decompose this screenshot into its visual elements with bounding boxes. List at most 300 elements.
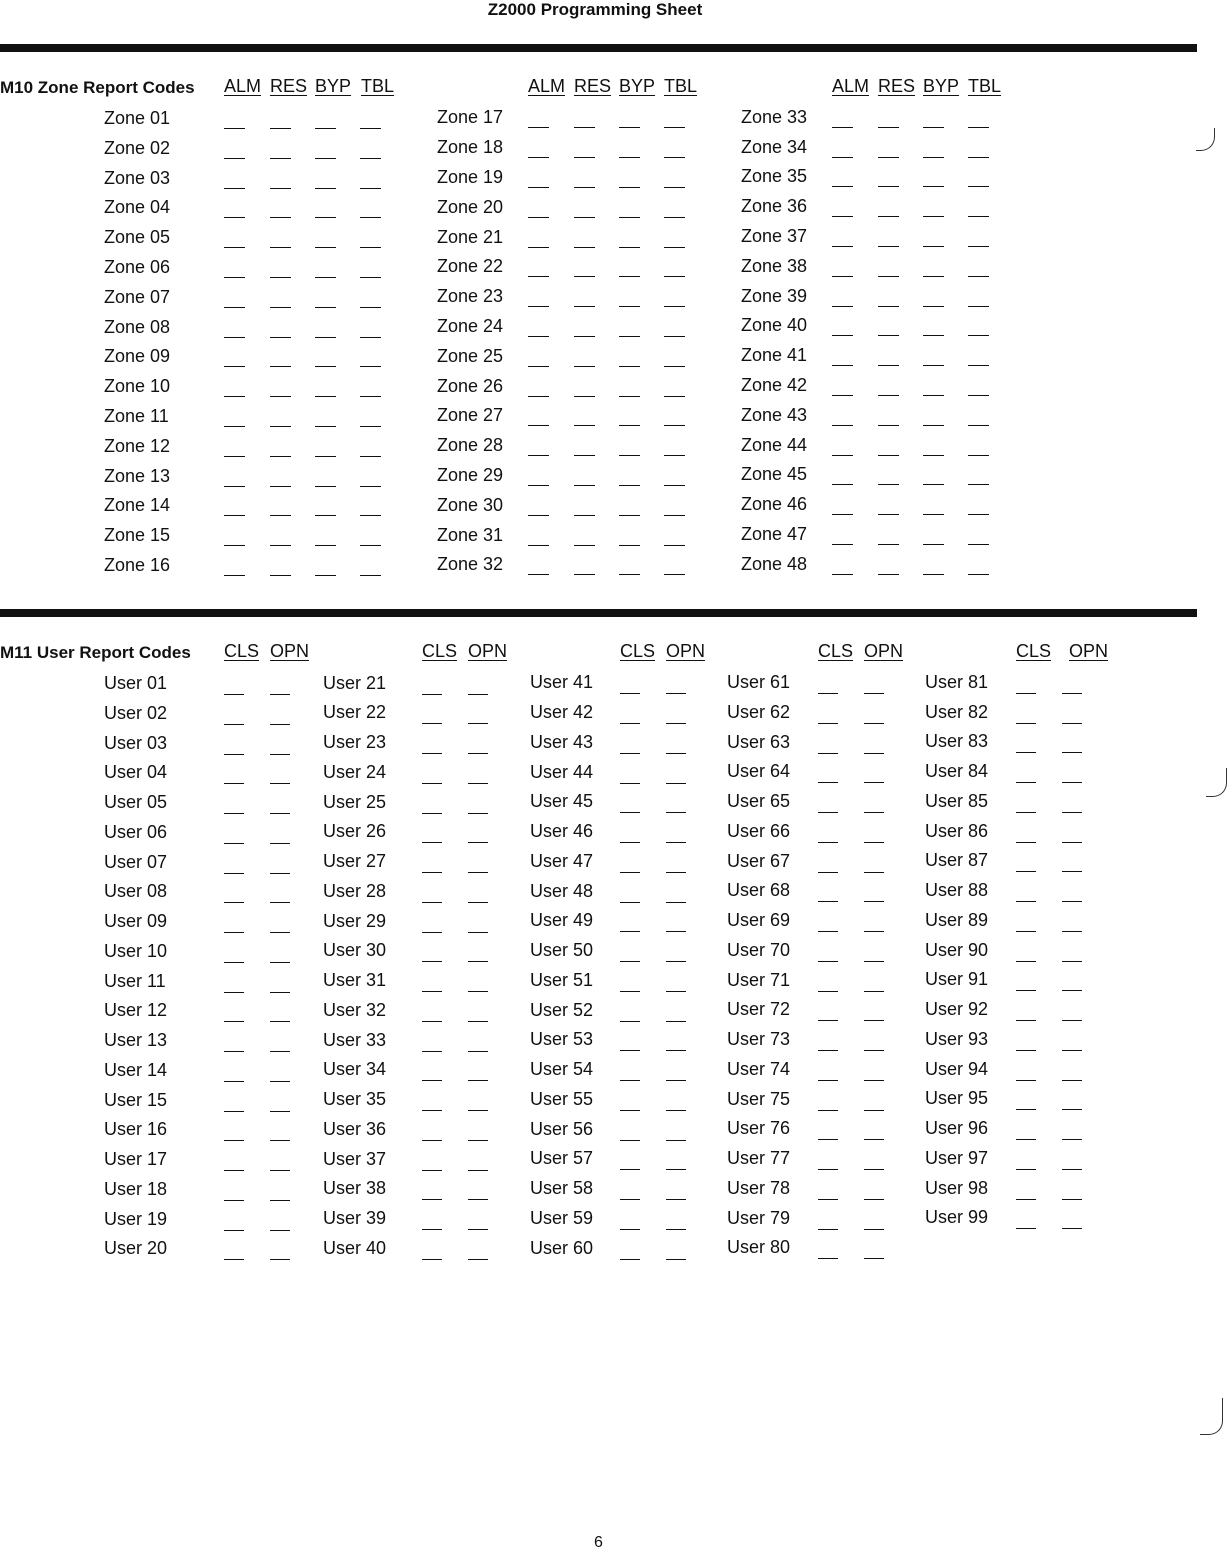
user-code-blank-opn[interactable] bbox=[666, 961, 686, 962]
zone-code-blank-res[interactable] bbox=[878, 574, 899, 575]
zone-code-blank-tbl[interactable] bbox=[360, 277, 381, 278]
user-code-blank-opn[interactable] bbox=[864, 1199, 884, 1200]
zone-code-blank-byp[interactable] bbox=[315, 307, 336, 308]
zone-code-blank-alm[interactable] bbox=[832, 127, 853, 128]
user-code-blank-opn[interactable] bbox=[864, 931, 884, 932]
user-code-blank-opn[interactable] bbox=[468, 813, 488, 814]
user-code-blank-opn[interactable] bbox=[666, 842, 686, 843]
user-code-blank-cls[interactable] bbox=[1016, 1169, 1036, 1170]
zone-code-blank-res[interactable] bbox=[270, 515, 291, 516]
user-code-blank-cls[interactable] bbox=[422, 1110, 442, 1111]
user-code-blank-opn[interactable] bbox=[468, 1110, 488, 1111]
zone-code-blank-tbl[interactable] bbox=[968, 276, 989, 277]
user-code-blank-cls[interactable] bbox=[1016, 1199, 1036, 1200]
zone-code-blank-res[interactable] bbox=[574, 306, 595, 307]
user-code-blank-cls[interactable] bbox=[224, 783, 244, 784]
zone-code-blank-byp[interactable] bbox=[923, 186, 944, 187]
zone-code-blank-res[interactable] bbox=[574, 574, 595, 575]
zone-code-blank-byp[interactable] bbox=[619, 336, 640, 337]
user-code-blank-opn[interactable] bbox=[666, 1229, 686, 1230]
user-code-blank-cls[interactable] bbox=[818, 931, 838, 932]
zone-code-blank-byp[interactable] bbox=[315, 277, 336, 278]
zone-code-blank-alm[interactable] bbox=[528, 366, 549, 367]
user-code-blank-opn[interactable] bbox=[270, 724, 290, 725]
zone-code-blank-tbl[interactable] bbox=[664, 515, 685, 516]
user-code-blank-opn[interactable] bbox=[1062, 1080, 1082, 1081]
zone-code-blank-byp[interactable] bbox=[619, 545, 640, 546]
zone-code-blank-tbl[interactable] bbox=[360, 307, 381, 308]
user-code-blank-cls[interactable] bbox=[818, 872, 838, 873]
user-code-blank-opn[interactable] bbox=[666, 872, 686, 873]
zone-code-blank-byp[interactable] bbox=[923, 335, 944, 336]
user-code-blank-opn[interactable] bbox=[666, 693, 686, 694]
zone-code-blank-tbl[interactable] bbox=[968, 574, 989, 575]
zone-code-blank-res[interactable] bbox=[878, 157, 899, 158]
zone-code-blank-tbl[interactable] bbox=[968, 514, 989, 515]
zone-code-blank-tbl[interactable] bbox=[360, 188, 381, 189]
user-code-blank-opn[interactable] bbox=[468, 1229, 488, 1230]
zone-code-blank-res[interactable] bbox=[574, 247, 595, 248]
user-code-blank-opn[interactable] bbox=[864, 1139, 884, 1140]
zone-code-blank-byp[interactable] bbox=[923, 455, 944, 456]
zone-code-blank-tbl[interactable] bbox=[360, 337, 381, 338]
user-code-blank-opn[interactable] bbox=[1062, 931, 1082, 932]
zone-code-blank-tbl[interactable] bbox=[664, 485, 685, 486]
zone-code-blank-alm[interactable] bbox=[528, 485, 549, 486]
user-code-blank-cls[interactable] bbox=[224, 843, 244, 844]
user-code-blank-cls[interactable] bbox=[818, 991, 838, 992]
zone-code-blank-res[interactable] bbox=[270, 396, 291, 397]
user-code-blank-cls[interactable] bbox=[422, 1259, 442, 1260]
user-code-blank-opn[interactable] bbox=[270, 1200, 290, 1201]
user-code-blank-opn[interactable] bbox=[1062, 1109, 1082, 1110]
user-code-blank-opn[interactable] bbox=[864, 1229, 884, 1230]
user-code-blank-cls[interactable] bbox=[818, 753, 838, 754]
zone-code-blank-byp[interactable] bbox=[619, 157, 640, 158]
zone-code-blank-tbl[interactable] bbox=[664, 455, 685, 456]
zone-code-blank-res[interactable] bbox=[270, 456, 291, 457]
user-code-blank-opn[interactable] bbox=[468, 1259, 488, 1260]
zone-code-blank-alm[interactable] bbox=[832, 574, 853, 575]
user-code-blank-opn[interactable] bbox=[666, 1050, 686, 1051]
user-code-blank-cls[interactable] bbox=[422, 813, 442, 814]
user-code-blank-cls[interactable] bbox=[1016, 961, 1036, 962]
zone-code-blank-res[interactable] bbox=[270, 366, 291, 367]
user-code-blank-cls[interactable] bbox=[422, 753, 442, 754]
zone-code-blank-byp[interactable] bbox=[315, 366, 336, 367]
zone-code-blank-byp[interactable] bbox=[619, 217, 640, 218]
zone-code-blank-res[interactable] bbox=[270, 128, 291, 129]
user-code-blank-opn[interactable] bbox=[270, 932, 290, 933]
zone-code-blank-tbl[interactable] bbox=[360, 247, 381, 248]
user-code-blank-cls[interactable] bbox=[620, 753, 640, 754]
user-code-blank-cls[interactable] bbox=[224, 1021, 244, 1022]
user-code-blank-opn[interactable] bbox=[864, 901, 884, 902]
user-code-blank-cls[interactable] bbox=[620, 1050, 640, 1051]
zone-code-blank-tbl[interactable] bbox=[968, 127, 989, 128]
user-code-blank-cls[interactable] bbox=[224, 1051, 244, 1052]
zone-code-blank-byp[interactable] bbox=[619, 515, 640, 516]
user-code-blank-cls[interactable] bbox=[224, 992, 244, 993]
zone-code-blank-res[interactable] bbox=[878, 544, 899, 545]
zone-code-blank-alm[interactable] bbox=[832, 514, 853, 515]
user-code-blank-opn[interactable] bbox=[1062, 693, 1082, 694]
zone-code-blank-alm[interactable] bbox=[528, 157, 549, 158]
user-code-blank-opn[interactable] bbox=[864, 812, 884, 813]
user-code-blank-cls[interactable] bbox=[1016, 1050, 1036, 1051]
user-code-blank-cls[interactable] bbox=[620, 1110, 640, 1111]
user-code-blank-opn[interactable] bbox=[468, 1021, 488, 1022]
zone-code-blank-res[interactable] bbox=[878, 306, 899, 307]
zone-code-blank-alm[interactable] bbox=[528, 574, 549, 575]
user-code-blank-cls[interactable] bbox=[818, 1258, 838, 1259]
zone-code-blank-byp[interactable] bbox=[923, 544, 944, 545]
zone-code-blank-alm[interactable] bbox=[832, 335, 853, 336]
zone-code-blank-tbl[interactable] bbox=[968, 157, 989, 158]
zone-code-blank-res[interactable] bbox=[878, 455, 899, 456]
zone-code-blank-alm[interactable] bbox=[528, 396, 549, 397]
user-code-blank-opn[interactable] bbox=[1062, 1199, 1082, 1200]
user-code-blank-cls[interactable] bbox=[422, 932, 442, 933]
zone-code-blank-alm[interactable] bbox=[528, 545, 549, 546]
user-code-blank-cls[interactable] bbox=[620, 812, 640, 813]
user-code-blank-cls[interactable] bbox=[620, 1229, 640, 1230]
user-code-blank-cls[interactable] bbox=[620, 1169, 640, 1170]
zone-code-blank-alm[interactable] bbox=[832, 276, 853, 277]
user-code-blank-cls[interactable] bbox=[224, 1200, 244, 1201]
zone-code-blank-byp[interactable] bbox=[923, 216, 944, 217]
user-code-blank-cls[interactable] bbox=[818, 1080, 838, 1081]
user-code-blank-cls[interactable] bbox=[620, 1199, 640, 1200]
user-code-blank-cls[interactable] bbox=[224, 962, 244, 963]
user-code-blank-cls[interactable] bbox=[818, 961, 838, 962]
zone-code-blank-res[interactable] bbox=[574, 217, 595, 218]
user-code-blank-opn[interactable] bbox=[270, 754, 290, 755]
user-code-blank-cls[interactable] bbox=[422, 783, 442, 784]
zone-code-blank-res[interactable] bbox=[878, 216, 899, 217]
zone-code-blank-byp[interactable] bbox=[315, 337, 336, 338]
zone-code-blank-alm[interactable] bbox=[528, 276, 549, 277]
zone-code-blank-tbl[interactable] bbox=[968, 484, 989, 485]
zone-code-blank-tbl[interactable] bbox=[968, 544, 989, 545]
zone-code-blank-alm[interactable] bbox=[832, 395, 853, 396]
user-code-blank-cls[interactable] bbox=[1016, 1139, 1036, 1140]
zone-code-blank-alm[interactable] bbox=[224, 366, 245, 367]
user-code-blank-opn[interactable] bbox=[270, 992, 290, 993]
zone-code-blank-tbl[interactable] bbox=[968, 365, 989, 366]
zone-code-blank-byp[interactable] bbox=[923, 395, 944, 396]
zone-code-blank-res[interactable] bbox=[574, 485, 595, 486]
zone-code-blank-res[interactable] bbox=[574, 425, 595, 426]
user-code-blank-opn[interactable] bbox=[1062, 1139, 1082, 1140]
zone-code-blank-byp[interactable] bbox=[315, 217, 336, 218]
zone-code-blank-tbl[interactable] bbox=[664, 306, 685, 307]
zone-code-blank-byp[interactable] bbox=[619, 247, 640, 248]
zone-code-blank-tbl[interactable] bbox=[360, 128, 381, 129]
user-code-blank-opn[interactable] bbox=[468, 1199, 488, 1200]
zone-code-blank-res[interactable] bbox=[574, 157, 595, 158]
user-code-blank-cls[interactable] bbox=[224, 1259, 244, 1260]
zone-code-blank-res[interactable] bbox=[270, 426, 291, 427]
user-code-blank-opn[interactable] bbox=[864, 1080, 884, 1081]
zone-code-blank-alm[interactable] bbox=[224, 486, 245, 487]
zone-code-blank-tbl[interactable] bbox=[360, 515, 381, 516]
zone-code-blank-alm[interactable] bbox=[224, 456, 245, 457]
user-code-blank-cls[interactable] bbox=[818, 901, 838, 902]
user-code-blank-opn[interactable] bbox=[468, 1170, 488, 1171]
user-code-blank-opn[interactable] bbox=[666, 991, 686, 992]
user-code-blank-opn[interactable] bbox=[270, 1051, 290, 1052]
zone-code-blank-tbl[interactable] bbox=[360, 158, 381, 159]
user-code-blank-opn[interactable] bbox=[468, 753, 488, 754]
zone-code-blank-res[interactable] bbox=[574, 276, 595, 277]
user-code-blank-cls[interactable] bbox=[1016, 842, 1036, 843]
zone-code-blank-byp[interactable] bbox=[619, 396, 640, 397]
user-code-blank-cls[interactable] bbox=[818, 723, 838, 724]
user-code-blank-opn[interactable] bbox=[270, 813, 290, 814]
zone-code-blank-tbl[interactable] bbox=[664, 366, 685, 367]
zone-code-blank-byp[interactable] bbox=[923, 484, 944, 485]
zone-code-blank-byp[interactable] bbox=[619, 276, 640, 277]
user-code-blank-opn[interactable] bbox=[1062, 871, 1082, 872]
user-code-blank-cls[interactable] bbox=[224, 1170, 244, 1171]
zone-code-blank-res[interactable] bbox=[270, 307, 291, 308]
user-code-blank-opn[interactable] bbox=[864, 753, 884, 754]
user-code-blank-opn[interactable] bbox=[468, 783, 488, 784]
user-code-blank-cls[interactable] bbox=[1016, 901, 1036, 902]
user-code-blank-cls[interactable] bbox=[224, 694, 244, 695]
user-code-blank-opn[interactable] bbox=[270, 1081, 290, 1082]
user-code-blank-opn[interactable] bbox=[666, 1021, 686, 1022]
user-code-blank-opn[interactable] bbox=[666, 1199, 686, 1200]
zone-code-blank-res[interactable] bbox=[270, 575, 291, 576]
zone-code-blank-byp[interactable] bbox=[315, 575, 336, 576]
zone-code-blank-byp[interactable] bbox=[619, 425, 640, 426]
user-code-blank-cls[interactable] bbox=[1016, 931, 1036, 932]
user-code-blank-cls[interactable] bbox=[818, 1020, 838, 1021]
user-code-blank-opn[interactable] bbox=[270, 1111, 290, 1112]
user-code-blank-cls[interactable] bbox=[1016, 871, 1036, 872]
user-code-blank-opn[interactable] bbox=[468, 961, 488, 962]
user-code-blank-cls[interactable] bbox=[620, 1259, 640, 1260]
user-code-blank-cls[interactable] bbox=[1016, 990, 1036, 991]
zone-code-blank-byp[interactable] bbox=[923, 574, 944, 575]
user-code-blank-cls[interactable] bbox=[224, 1140, 244, 1141]
zone-code-blank-tbl[interactable] bbox=[360, 426, 381, 427]
zone-code-blank-alm[interactable] bbox=[528, 306, 549, 307]
user-code-blank-opn[interactable] bbox=[864, 991, 884, 992]
user-code-blank-cls[interactable] bbox=[422, 991, 442, 992]
zone-code-blank-res[interactable] bbox=[878, 276, 899, 277]
user-code-blank-cls[interactable] bbox=[224, 873, 244, 874]
zone-code-blank-alm[interactable] bbox=[528, 515, 549, 516]
zone-code-blank-tbl[interactable] bbox=[968, 246, 989, 247]
user-code-blank-opn[interactable] bbox=[468, 842, 488, 843]
user-code-blank-opn[interactable] bbox=[468, 1051, 488, 1052]
user-code-blank-cls[interactable] bbox=[620, 1080, 640, 1081]
user-code-blank-opn[interactable] bbox=[270, 1170, 290, 1171]
user-code-blank-opn[interactable] bbox=[1062, 723, 1082, 724]
user-code-blank-cls[interactable] bbox=[818, 1169, 838, 1170]
zone-code-blank-tbl[interactable] bbox=[360, 366, 381, 367]
zone-code-blank-byp[interactable] bbox=[315, 515, 336, 516]
user-code-blank-opn[interactable] bbox=[666, 902, 686, 903]
user-code-blank-cls[interactable] bbox=[620, 783, 640, 784]
user-code-blank-cls[interactable] bbox=[224, 754, 244, 755]
user-code-blank-opn[interactable] bbox=[1062, 842, 1082, 843]
zone-code-blank-res[interactable] bbox=[270, 545, 291, 546]
user-code-blank-opn[interactable] bbox=[666, 723, 686, 724]
user-code-blank-cls[interactable] bbox=[1016, 812, 1036, 813]
zone-code-blank-tbl[interactable] bbox=[968, 395, 989, 396]
user-code-blank-cls[interactable] bbox=[620, 872, 640, 873]
zone-code-blank-alm[interactable] bbox=[224, 307, 245, 308]
zone-code-blank-res[interactable] bbox=[574, 545, 595, 546]
zone-code-blank-byp[interactable] bbox=[923, 276, 944, 277]
zone-code-blank-byp[interactable] bbox=[315, 128, 336, 129]
user-code-blank-opn[interactable] bbox=[864, 872, 884, 873]
zone-code-blank-byp[interactable] bbox=[923, 157, 944, 158]
zone-code-blank-tbl[interactable] bbox=[360, 486, 381, 487]
zone-code-blank-alm[interactable] bbox=[832, 157, 853, 158]
user-code-blank-opn[interactable] bbox=[864, 1110, 884, 1111]
user-code-blank-opn[interactable] bbox=[270, 1021, 290, 1022]
user-code-blank-cls[interactable] bbox=[1016, 752, 1036, 753]
zone-code-blank-alm[interactable] bbox=[528, 217, 549, 218]
user-code-blank-opn[interactable] bbox=[1062, 901, 1082, 902]
user-code-blank-cls[interactable] bbox=[224, 813, 244, 814]
zone-code-blank-res[interactable] bbox=[878, 365, 899, 366]
user-code-blank-cls[interactable] bbox=[620, 1140, 640, 1141]
zone-code-blank-byp[interactable] bbox=[619, 187, 640, 188]
zone-code-blank-alm[interactable] bbox=[224, 545, 245, 546]
zone-code-blank-res[interactable] bbox=[878, 127, 899, 128]
user-code-blank-opn[interactable] bbox=[1062, 961, 1082, 962]
zone-code-blank-alm[interactable] bbox=[224, 128, 245, 129]
zone-code-blank-res[interactable] bbox=[270, 217, 291, 218]
user-code-blank-opn[interactable] bbox=[1062, 752, 1082, 753]
zone-code-blank-byp[interactable] bbox=[315, 456, 336, 457]
user-code-blank-opn[interactable] bbox=[666, 1140, 686, 1141]
user-code-blank-opn[interactable] bbox=[468, 694, 488, 695]
zone-code-blank-res[interactable] bbox=[878, 246, 899, 247]
user-code-blank-opn[interactable] bbox=[270, 962, 290, 963]
zone-code-blank-alm[interactable] bbox=[224, 158, 245, 159]
zone-code-blank-res[interactable] bbox=[270, 188, 291, 189]
zone-code-blank-tbl[interactable] bbox=[360, 217, 381, 218]
zone-code-blank-tbl[interactable] bbox=[664, 545, 685, 546]
zone-code-blank-alm[interactable] bbox=[224, 575, 245, 576]
zone-code-blank-alm[interactable] bbox=[528, 336, 549, 337]
zone-code-blank-byp[interactable] bbox=[619, 574, 640, 575]
user-code-blank-cls[interactable] bbox=[422, 1051, 442, 1052]
zone-code-blank-alm[interactable] bbox=[528, 425, 549, 426]
zone-code-blank-res[interactable] bbox=[574, 455, 595, 456]
zone-code-blank-alm[interactable] bbox=[528, 455, 549, 456]
user-code-blank-cls[interactable] bbox=[422, 1080, 442, 1081]
user-code-blank-cls[interactable] bbox=[422, 1140, 442, 1141]
user-code-blank-opn[interactable] bbox=[864, 693, 884, 694]
user-code-blank-opn[interactable] bbox=[1062, 812, 1082, 813]
user-code-blank-opn[interactable] bbox=[666, 1080, 686, 1081]
user-code-blank-cls[interactable] bbox=[818, 842, 838, 843]
zone-code-blank-tbl[interactable] bbox=[360, 396, 381, 397]
user-code-blank-opn[interactable] bbox=[270, 694, 290, 695]
zone-code-blank-byp[interactable] bbox=[315, 188, 336, 189]
zone-code-blank-tbl[interactable] bbox=[664, 187, 685, 188]
user-code-blank-opn[interactable] bbox=[468, 1140, 488, 1141]
zone-code-blank-alm[interactable] bbox=[224, 188, 245, 189]
user-code-blank-cls[interactable] bbox=[818, 693, 838, 694]
zone-code-blank-tbl[interactable] bbox=[968, 425, 989, 426]
user-code-blank-cls[interactable] bbox=[1016, 1109, 1036, 1110]
user-code-blank-cls[interactable] bbox=[1016, 1228, 1036, 1229]
user-code-blank-cls[interactable] bbox=[1016, 782, 1036, 783]
user-code-blank-cls[interactable] bbox=[818, 782, 838, 783]
user-code-blank-opn[interactable] bbox=[1062, 782, 1082, 783]
zone-code-blank-res[interactable] bbox=[878, 186, 899, 187]
zone-code-blank-alm[interactable] bbox=[832, 246, 853, 247]
zone-code-blank-alm[interactable] bbox=[832, 365, 853, 366]
zone-code-blank-byp[interactable] bbox=[923, 365, 944, 366]
zone-code-blank-tbl[interactable] bbox=[664, 217, 685, 218]
zone-code-blank-res[interactable] bbox=[574, 515, 595, 516]
user-code-blank-opn[interactable] bbox=[864, 1020, 884, 1021]
user-code-blank-opn[interactable] bbox=[468, 1080, 488, 1081]
user-code-blank-opn[interactable] bbox=[666, 753, 686, 754]
zone-code-blank-alm[interactable] bbox=[832, 425, 853, 426]
user-code-blank-opn[interactable] bbox=[666, 812, 686, 813]
zone-code-blank-res[interactable] bbox=[270, 486, 291, 487]
user-code-blank-opn[interactable] bbox=[468, 932, 488, 933]
zone-code-blank-res[interactable] bbox=[878, 425, 899, 426]
zone-code-blank-alm[interactable] bbox=[224, 426, 245, 427]
user-code-blank-opn[interactable] bbox=[864, 782, 884, 783]
zone-code-blank-tbl[interactable] bbox=[664, 127, 685, 128]
zone-code-blank-tbl[interactable] bbox=[664, 276, 685, 277]
zone-code-blank-byp[interactable] bbox=[923, 306, 944, 307]
zone-code-blank-byp[interactable] bbox=[315, 158, 336, 159]
zone-code-blank-byp[interactable] bbox=[619, 485, 640, 486]
zone-code-blank-alm[interactable] bbox=[224, 515, 245, 516]
zone-code-blank-alm[interactable] bbox=[224, 337, 245, 338]
user-code-blank-cls[interactable] bbox=[620, 1021, 640, 1022]
user-code-blank-opn[interactable] bbox=[468, 723, 488, 724]
zone-code-blank-byp[interactable] bbox=[315, 396, 336, 397]
user-code-blank-opn[interactable] bbox=[270, 783, 290, 784]
zone-code-blank-alm[interactable] bbox=[528, 127, 549, 128]
zone-code-blank-tbl[interactable] bbox=[664, 157, 685, 158]
user-code-blank-cls[interactable] bbox=[1016, 1080, 1036, 1081]
user-code-blank-opn[interactable] bbox=[666, 931, 686, 932]
zone-code-blank-res[interactable] bbox=[574, 366, 595, 367]
zone-code-blank-alm[interactable] bbox=[528, 247, 549, 248]
user-code-blank-cls[interactable] bbox=[422, 723, 442, 724]
user-code-blank-cls[interactable] bbox=[224, 1111, 244, 1112]
user-code-blank-cls[interactable] bbox=[1016, 723, 1036, 724]
zone-code-blank-tbl[interactable] bbox=[664, 247, 685, 248]
zone-code-blank-byp[interactable] bbox=[923, 246, 944, 247]
user-code-blank-opn[interactable] bbox=[270, 1230, 290, 1231]
zone-code-blank-alm[interactable] bbox=[224, 396, 245, 397]
zone-code-blank-alm[interactable] bbox=[224, 277, 245, 278]
user-code-blank-cls[interactable] bbox=[818, 1110, 838, 1111]
user-code-blank-opn[interactable] bbox=[666, 1169, 686, 1170]
user-code-blank-opn[interactable] bbox=[666, 783, 686, 784]
zone-code-blank-byp[interactable] bbox=[315, 545, 336, 546]
zone-code-blank-res[interactable] bbox=[574, 187, 595, 188]
zone-code-blank-tbl[interactable] bbox=[664, 336, 685, 337]
